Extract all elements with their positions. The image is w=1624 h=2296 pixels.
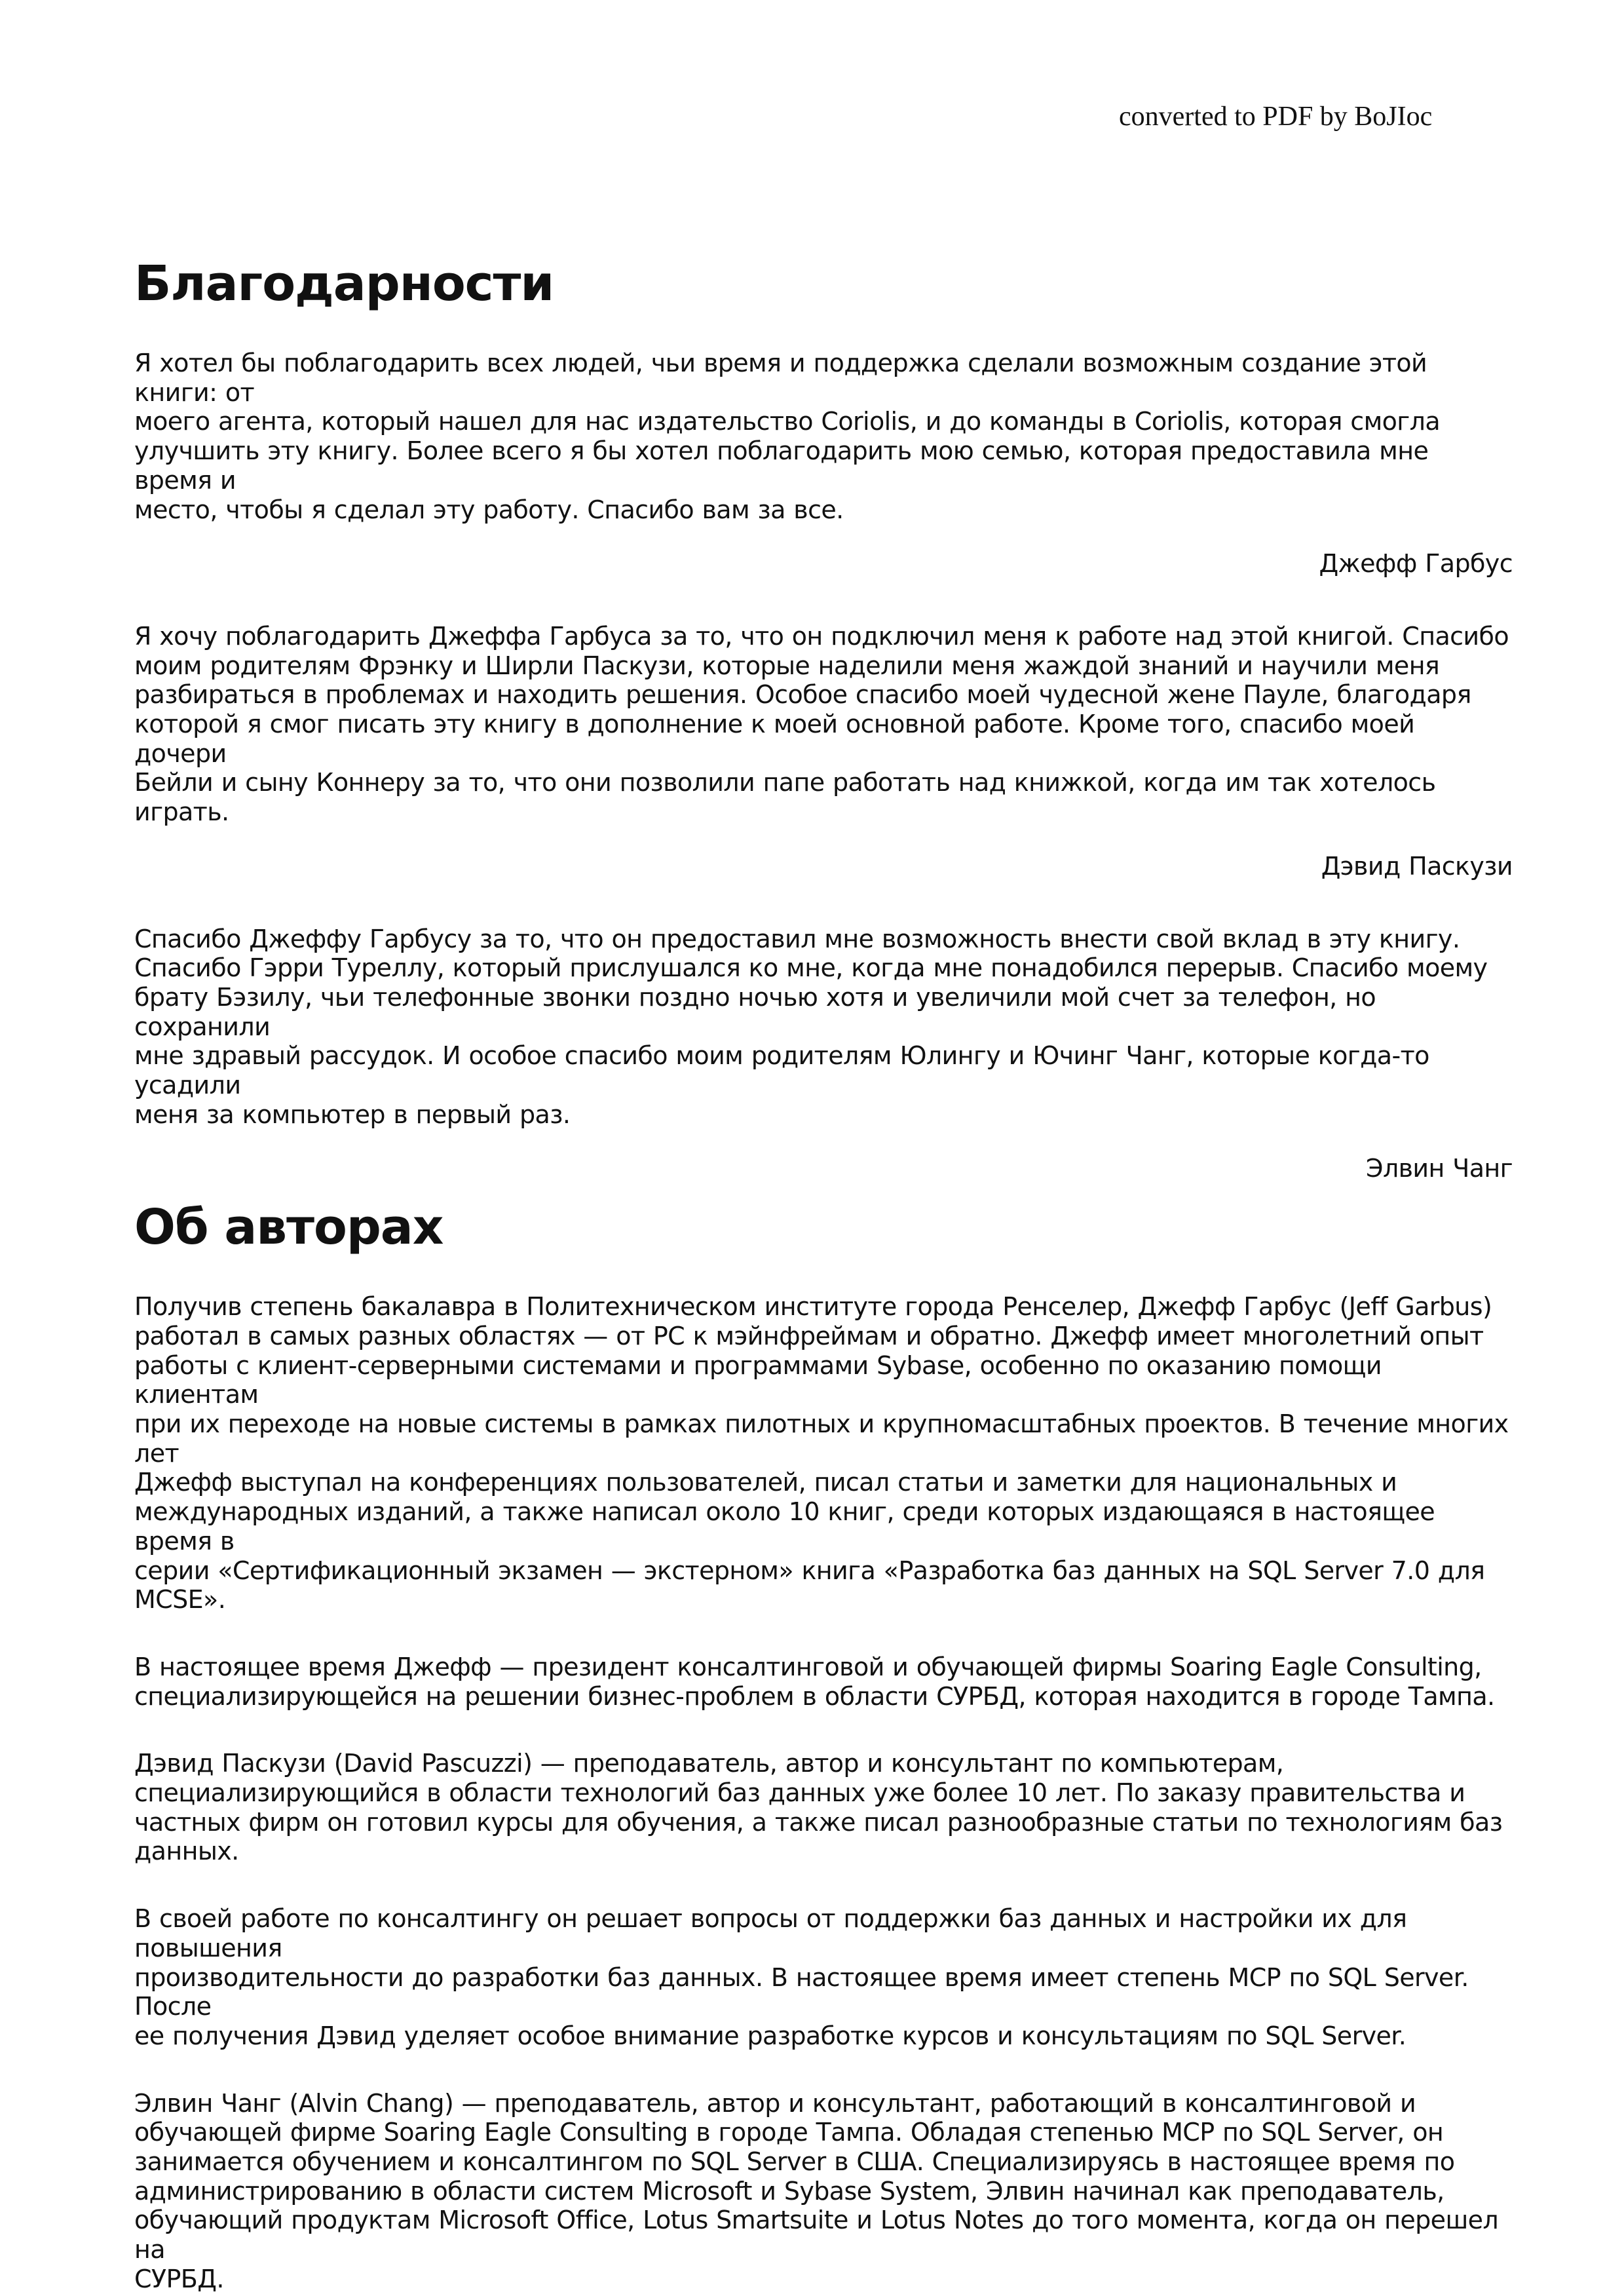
- ack-signature: Джефф Гарбус: [1319, 549, 1513, 579]
- ack-section: [134, 925, 1513, 1184]
- text-line: ее получения Дэвид уделяет особое внимание разработке курсов и консультациям по SQL Server.: [134, 2021, 1407, 2050]
- about-paragraph: [134, 1904, 1513, 2051]
- text-line: брату Бэзилу, чьи телефонные звонки поздно ночью хотя и увеличили мой счет за телефон, но сохранили: [134, 982, 1376, 1041]
- text-line: Я хотел бы поблагодарить всех людей, чьи время и поддержка сделали возможным создание этой книги: от: [134, 349, 1427, 407]
- text-line: специализирующейся на решении бизнес-проблем в области СУРБД, которая находится в городе Тампа.: [134, 1681, 1495, 1711]
- about-paragraph: [134, 1653, 1513, 1711]
- ack-section: [134, 349, 1513, 579]
- text-line: MCSE».: [134, 1585, 226, 1615]
- text-line: моего агента, который нашел для нас издательство Coriolis, и до команды в Coriolis, которая смогла: [134, 407, 1441, 436]
- text-line: производительности до разработки баз данных. В настоящее время имеет степень MCP по SQL Server. После: [134, 1962, 1469, 2021]
- text-line: Бейли и сыну Коннеру за то, что они позволили папе работать над книжкой, когда им так хотелось играть.: [134, 768, 1436, 827]
- text-line: обучающей фирме Soaring Eagle Consulting в городе Тампа. Обладая степенью MCP по SQL Server, он: [134, 2118, 1444, 2147]
- text-line: при их переходе на новые системы в рамках пилотных и крупномасштабных проектов. В течение многих лет: [134, 1409, 1509, 1468]
- acknowledgements-heading: Благодарности: [134, 256, 554, 312]
- text-line: улучшить эту книгу. Более всего я бы хотел поблагодарить мою семью, которая предоставила мне время и: [134, 436, 1429, 495]
- text-line: администрированию в области систем Microsoft и Sybase System, Элвин начинал как преподаватель,: [134, 2176, 1445, 2206]
- ack-signature: Элвин Чанг: [1366, 1154, 1513, 1183]
- ack-section: [134, 622, 1513, 881]
- text-line: место, чтобы я сделал эту работу. Спасибо вам за все.: [134, 495, 844, 524]
- about-paragraph: [134, 1749, 1513, 1866]
- text-line: В своей работе по консалтингу он решает вопросы от поддержки баз данных и настройки их для повышения: [134, 1904, 1407, 1962]
- text-line: Спасибо Гэрри Туреллу, который прислушался ко мне, когда мне понадобился перерыв. Спасибо моему: [134, 953, 1488, 983]
- text-line: В настоящее время Джефф — президент консалтинговой и обучающей фирмы Soaring Eagle Consulting,: [134, 1652, 1482, 1681]
- text-line: Я хочу поблагодарить Джеффа Гарбуса за то, что он подключил меня к работе над этой книгой. Спасибо: [134, 621, 1509, 651]
- about-paragraph: [134, 2089, 1513, 2294]
- ack-signature: Дэвид Паскузи: [1321, 851, 1513, 881]
- ack-paragraph: [134, 925, 1513, 1130]
- text-line: специализирующийся в области технологий баз данных уже более 10 лет. По заказу правительства и: [134, 1778, 1465, 1808]
- text-line: Спасибо Джеффу Гарбусу за то, что он предоставил мне возможность внести свой вклад в эту книгу.: [134, 924, 1460, 953]
- text-line: данных.: [134, 1837, 239, 1866]
- text-line: серии «Сертификационный экзамен — экстерном» книга «Разработка баз данных на SQL Server 7.0 для: [134, 1556, 1485, 1585]
- text-line: моим родителям Фрэнку и Ширли Паскузи, которые наделили меня жаждой знаний и научили меня: [134, 651, 1440, 680]
- text-line: занимается обучением и консалтингом по SQL Server в США. Специализируясь в настоящее время по: [134, 2147, 1455, 2177]
- text-line: Получив степень бакалавра в Политехническом институте города Ренселер, Джефф Гарбус (Jeff Garbus): [134, 1292, 1492, 1322]
- text-line: работал в самых разных областях — от PC к мэйнфреймам и обратно. Джефф имеет многолетний опыт: [134, 1321, 1484, 1350]
- text-line: СУРБД.: [134, 2264, 224, 2293]
- text-line: работы с клиент-серверными системами и программами Sybase, особенно по оказанию помощи клиентам: [134, 1350, 1382, 1409]
- about-heading: Об авторах: [134, 1199, 444, 1256]
- ack-paragraph: [134, 349, 1513, 524]
- text-line: разбираться в проблемах и находить решения. Особое спасибо моей чудесной жене Пауле, благодаря: [134, 680, 1471, 710]
- text-line: которой я смог писать эту книгу в дополнение к моей основной работе. Кроме того, спасибо моей дочери: [134, 710, 1415, 768]
- document-body: [134, 254, 1513, 2294]
- text-line: мне здравый рассудок. И особое спасибо моим родителям Юлингу и Ючинг Чанг, которые когда-то усадили: [134, 1041, 1429, 1100]
- watermark-text: converted to PDF by BoJIoc: [1119, 102, 1433, 132]
- text-line: меня за компьютер в первый раз.: [134, 1100, 571, 1129]
- text-line: Джефф выступал на конференциях пользователей, писал статьи и заметки для национальных и: [134, 1468, 1397, 1497]
- text-line: обучающий продуктам Microsoft Office, Lotus Smartsuite и Lotus Notes до того момента, когда он перешел на: [134, 2206, 1499, 2265]
- text-line: частных фирм он готовил курсы для обучения, а также писал разнообразные статьи по технологиям баз: [134, 1807, 1503, 1837]
- ack-paragraph: [134, 622, 1513, 827]
- text-line: Элвин Чанг (Alvin Chang) — преподаватель, автор и консультант, работающий в консалтинговой и: [134, 2088, 1416, 2118]
- text-line: международных изданий, а также написал около 10 книг, среди которых издающаяся в настоящее время в: [134, 1497, 1435, 1556]
- text-line: Дэвид Паскузи (David Pascuzzi) — преподаватель, автор и консультант по компьютерам,: [134, 1749, 1284, 1778]
- about-paragraph: [134, 1292, 1513, 1615]
